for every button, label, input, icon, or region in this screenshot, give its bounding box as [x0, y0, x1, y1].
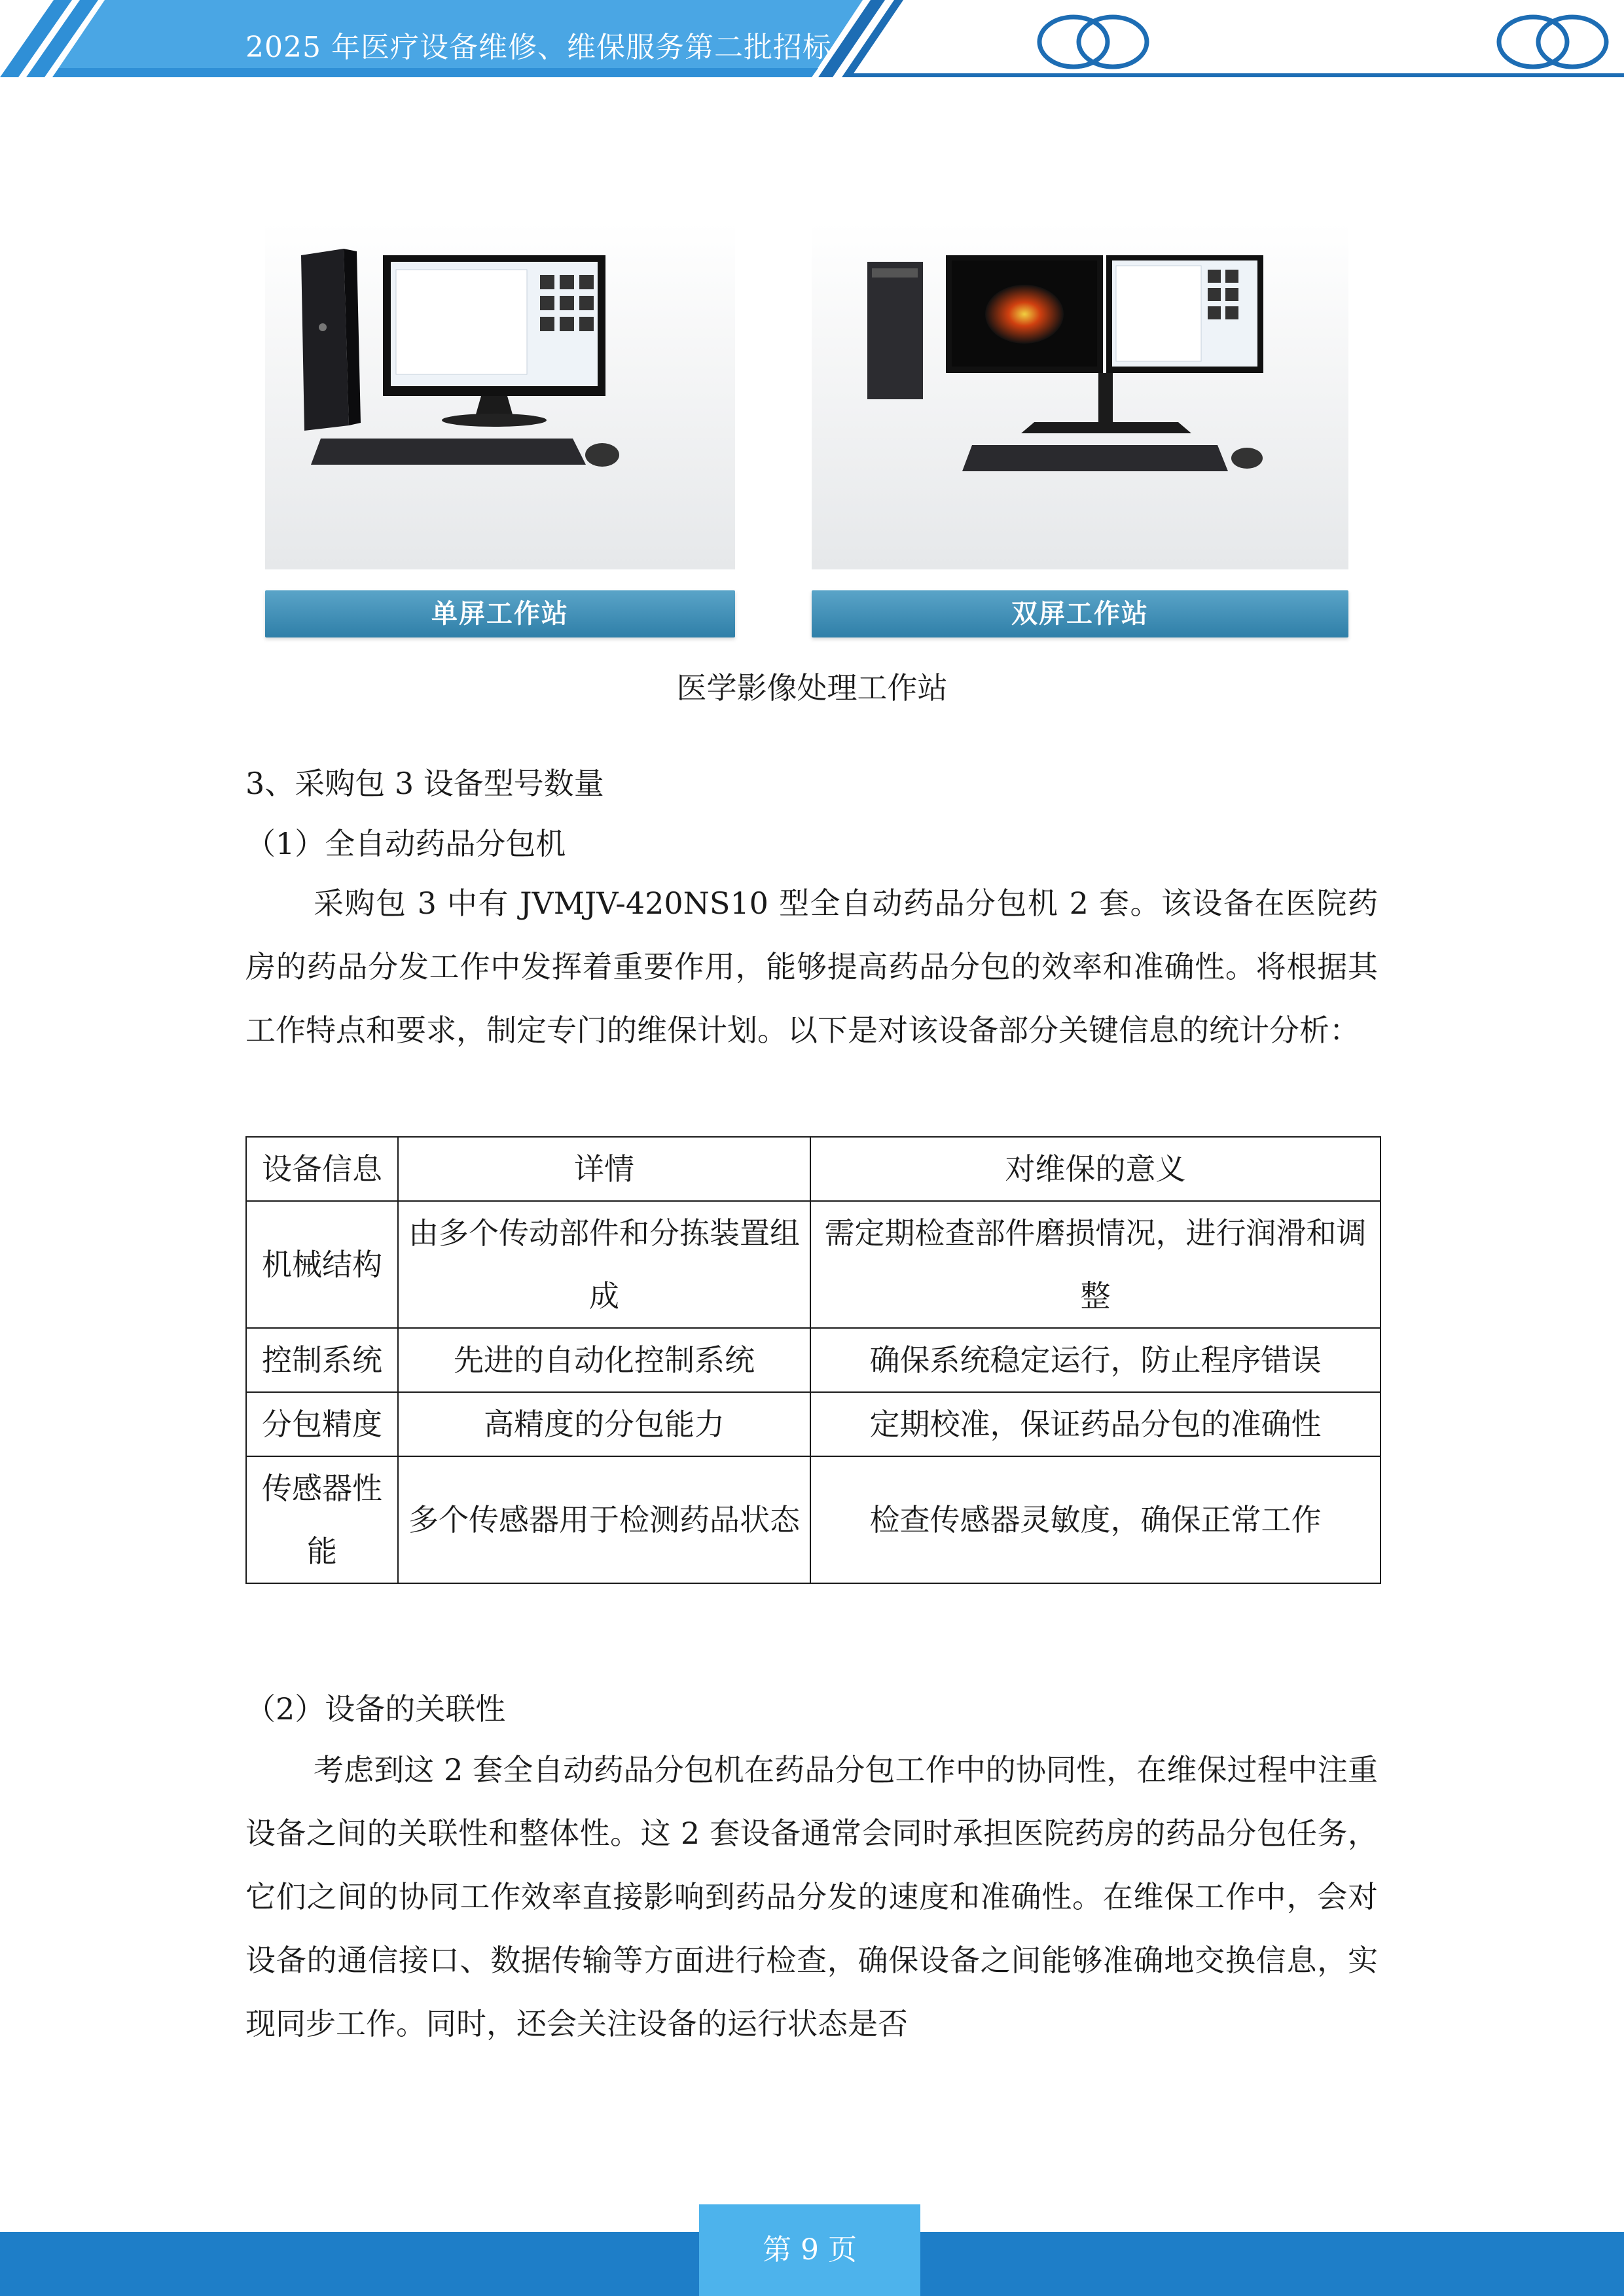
single-screen-workstation-image	[265, 223, 735, 641]
header-title: 2025 年医疗设备维修、维保服务第二批招标	[245, 31, 832, 64]
table-cell: 控制系统	[246, 1328, 398, 1392]
table-cell: 多个传感器用于检测药品状态	[398, 1456, 810, 1583]
single-workstation-photo	[265, 223, 735, 569]
section-heading: 3、采购包 3 设备型号数量	[245, 766, 604, 801]
page-header	[0, 0, 1624, 85]
subsection-heading-1: （1）全自动药品分包机	[245, 826, 566, 861]
table-cell: 分包精度	[246, 1392, 398, 1456]
table-row	[246, 1456, 1380, 1583]
table-cell: 机械结构	[246, 1201, 398, 1328]
equipment-info-table	[245, 1136, 1381, 1584]
dual-workstation-photo	[812, 223, 1348, 569]
table-cell: 需定期检查部件磨损情况，进行润滑和调整	[810, 1201, 1380, 1328]
table-header-cell: 对维保的意义	[810, 1137, 1380, 1201]
table-header-cell: 设备信息	[246, 1137, 398, 1201]
page-number: 第 9 页	[699, 2204, 920, 2296]
figure-caption: 医学影像处理工作站	[676, 670, 948, 706]
table-cell: 定期校准，保证药品分包的准确性	[810, 1392, 1380, 1456]
table-row	[246, 1328, 1380, 1392]
table-row	[246, 1201, 1380, 1328]
paragraph-2: 考虑到这 2 套全自动药品分包机在药品分包工作中的协同性，在维保过程中注重设备之间的关联性和整体性。这 2 套设备通常会同时承担医院药房的药品分包任务，它们之间的协同工作效率直接影响到药品分发的速度和准确性。在维保工作中，会对设备的通信接口、数据传输等方面进行检查，确保设备之间能够准确地交换信息，实现同步工作。同时，还会关注设备的运行状态是否	[245, 1752, 1378, 2041]
table-header-row	[246, 1137, 1380, 1201]
subsection-heading-2: （2）设备的关联性	[245, 1691, 506, 1727]
rings-logo-1	[1039, 17, 1147, 67]
table-cell: 检查传感器灵敏度，确保正常工作	[810, 1456, 1380, 1583]
table-cell: 先进的自动化控制系统	[398, 1328, 810, 1392]
table-cell: 确保系统稳定运行，防止程序错误	[810, 1328, 1380, 1392]
table-cell: 由多个传动部件和分拣装置组成	[398, 1201, 810, 1328]
paragraph-1: 采购包 3 中有 JVMJV-420NS10 型全自动药品分包机 2 套。该设备在医院药房的药品分发工作中发挥着重要作用，能够提高药品分包的效率和准确性。将根据其工作特点和要求，制定专门的维保计划。以下是对该设备部分关键信息的统计分析：	[245, 886, 1378, 1048]
table-cell: 高精度的分包能力	[398, 1392, 810, 1456]
table-row	[246, 1392, 1380, 1456]
dual-screen-workstation-image	[812, 223, 1348, 641]
table-cell: 传感器性能	[246, 1456, 398, 1583]
dual-screen-label: 双屏工作站	[812, 590, 1348, 637]
single-screen-label: 单屏工作站	[265, 590, 735, 637]
rings-logo-2	[1499, 17, 1606, 67]
table-header-cell: 详情	[398, 1137, 810, 1201]
